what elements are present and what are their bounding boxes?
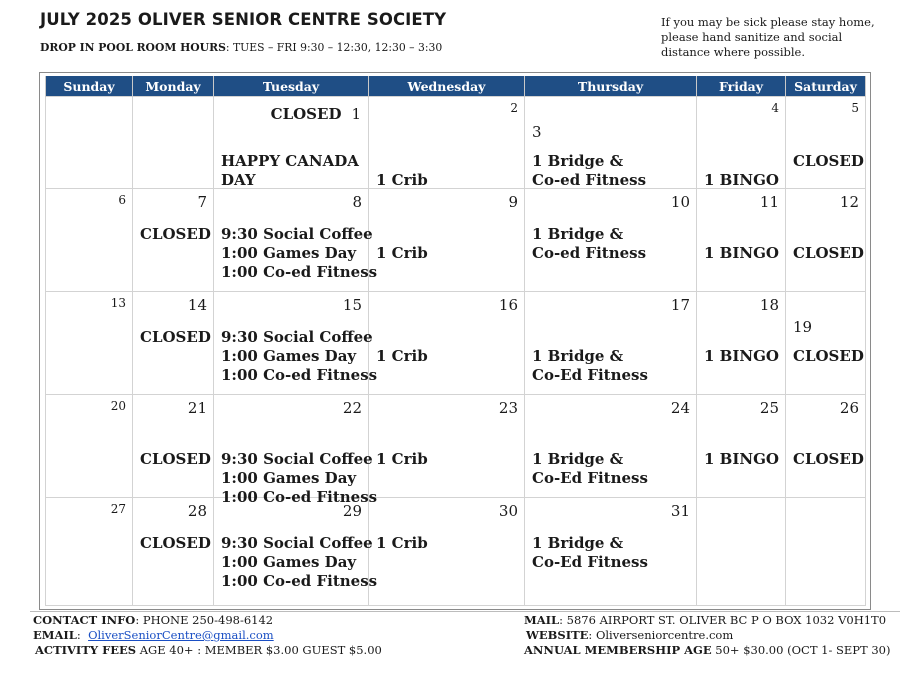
day-cell-tuesday [214, 97, 369, 189]
calendar-week-row [46, 189, 866, 292]
date-number: 26 [839, 399, 859, 417]
day-cell-wednesday [369, 97, 525, 189]
calendar-week-row [46, 292, 866, 395]
event-line: CLOSED [140, 328, 211, 346]
event-line: 1:00 Co-ed Fitness [221, 572, 378, 590]
date-number: 25 [759, 399, 779, 417]
day-cell-friday [697, 189, 786, 292]
weekday-header-thursday: Thursday [525, 76, 697, 97]
event-line: 9:30 Social Coffee [221, 534, 373, 552]
event-line: 1 Crib [376, 450, 428, 468]
date-number: 4 [771, 101, 779, 115]
event-line: 9:30 Social Coffee [221, 328, 373, 346]
day-cell-tuesday [214, 498, 378, 606]
date-number: 30 [498, 502, 518, 520]
contact-label: CONTACT INFO [33, 613, 136, 627]
day-cell-saturday [786, 498, 866, 606]
event-line: 1:00 Co-ed Fitness [221, 488, 378, 506]
event-line: CLOSED [793, 152, 864, 170]
event-line: 1 Crib [376, 171, 428, 189]
membership-value: 50+ $30.00 (OCT 1- SEPT 30) [711, 643, 891, 657]
website-info [526, 628, 733, 643]
event-line: 1 Bridge & [532, 347, 624, 365]
event-line: 1 Bridge & [532, 450, 624, 468]
closed-label: CLOSED [270, 105, 342, 123]
weekday-header-row [46, 76, 866, 97]
calendar-week-row [46, 97, 866, 189]
date-number: 13 [110, 296, 126, 310]
email-separator: : [76, 628, 89, 642]
event-line: HAPPY CANADA [221, 152, 359, 170]
day-cell-sunday [46, 395, 133, 498]
date-number: 9 [508, 193, 518, 211]
event-line: 1:00 Co-ed Fitness [221, 263, 378, 281]
mail-label: MAIL [524, 613, 560, 627]
hours-value: : TUES – FRI 9:30 – 12:30, 12:30 – 3:30 [225, 41, 443, 54]
notice-line: distance where possible. [661, 45, 806, 59]
notice-line: please hand sanitize and social [661, 30, 843, 44]
date-number: 20 [110, 399, 126, 413]
event-line: Co-Ed Fitness [532, 553, 648, 571]
date-number: 10 [670, 193, 690, 211]
event-line: Co-ed Fitness [532, 244, 647, 262]
date-number: 24 [670, 399, 690, 417]
date-number: 23 [498, 399, 518, 417]
event-line: DAY [221, 171, 256, 189]
calendar-week-row [46, 395, 866, 498]
date-number: 11 [759, 193, 779, 211]
notice-line: If you may be sick please stay home, [661, 15, 875, 29]
date-number: 5 [851, 101, 859, 115]
date-number: 15 [342, 296, 362, 314]
event-line: 1 BINGO [704, 450, 779, 468]
website-value: : Oliverseniorcentre.com [588, 628, 734, 642]
date-number: 31 [670, 502, 690, 520]
date-number: 2 [510, 101, 518, 115]
event-line: 1:00 Games Day [221, 244, 357, 262]
day-cell-thursday [525, 498, 697, 606]
event-line: 1 Crib [376, 244, 428, 262]
day-cell-monday [133, 97, 214, 189]
event-line: CLOSED [140, 225, 211, 243]
annual-membership [524, 643, 890, 658]
day-cell-saturday [786, 395, 866, 498]
day-cell-thursday [525, 292, 697, 395]
pool-room-hours [40, 41, 442, 54]
fees-label: ACTIVITY FEES [35, 643, 137, 657]
weekday-header-tuesday: Tuesday [214, 76, 369, 97]
day-cell-thursday [525, 395, 697, 498]
date-number: 21 [187, 399, 207, 417]
event-line: CLOSED [140, 534, 211, 552]
website-label: WEBSITE [526, 628, 589, 642]
membership-label: ANNUAL MEMBERSHIP AGE [524, 643, 712, 657]
date-number: 18 [759, 296, 779, 314]
date-number: 29 [342, 502, 362, 520]
event-line: 9:30 Social Coffee [221, 450, 373, 468]
weekday-header-sunday: Sunday [46, 76, 133, 97]
event-line: 1 Crib [376, 534, 428, 552]
weekday-header-friday: Friday [697, 76, 786, 97]
date-number: 12 [839, 193, 859, 211]
day-cell-tuesday [214, 189, 378, 292]
day-cell-wednesday [369, 292, 525, 395]
date-number: 1 [351, 105, 361, 123]
day-cell-tuesday [214, 292, 378, 395]
activity-fees [35, 643, 382, 658]
calendar-table [45, 76, 866, 606]
event-line: 1:00 Co-ed Fitness [221, 366, 378, 384]
day-cell-monday [133, 395, 214, 498]
event-line: Co-Ed Fitness [532, 366, 648, 384]
event-line: CLOSED [140, 450, 211, 468]
event-line: CLOSED [793, 450, 864, 468]
day-cell-monday [133, 292, 214, 395]
weekday-header-monday: Monday [133, 76, 214, 97]
day-cell-tuesday [214, 395, 378, 506]
day-cell-wednesday [369, 395, 525, 498]
closed-date-label [271, 105, 361, 123]
date-number: 19 [793, 318, 813, 336]
event-line: 1 BINGO [704, 171, 779, 189]
weekday-header-wednesday: Wednesday [369, 76, 525, 97]
date-number: 27 [110, 502, 126, 516]
day-cell-thursday [525, 189, 697, 292]
day-cell-wednesday [369, 498, 525, 606]
date-number: 3 [532, 123, 542, 141]
day-cell-monday [133, 498, 214, 606]
date-number: 14 [187, 296, 207, 314]
calendar-week-row [46, 498, 866, 606]
event-line: Co-Ed Fitness [532, 469, 648, 487]
event-line: 1:00 Games Day [221, 553, 357, 571]
page-title: JULY 2025 OLIVER SENIOR CENTRE SOCIETY [40, 10, 447, 29]
date-number: 7 [197, 193, 207, 211]
date-number: 17 [670, 296, 690, 314]
date-number: 6 [118, 193, 126, 207]
day-cell-saturday [786, 292, 866, 395]
email-info [33, 628, 274, 643]
day-cell-sunday [46, 97, 133, 189]
day-cell-monday [133, 189, 214, 292]
contact-value: : PHONE 250-498-6142 [135, 613, 274, 627]
date-number: 16 [498, 296, 518, 314]
event-line: 1 BINGO [704, 244, 779, 262]
date-number: 28 [187, 502, 207, 520]
weekday-header-saturday: Saturday [786, 76, 866, 97]
date-number: 22 [342, 399, 362, 417]
event-line: 1:00 Games Day [221, 469, 357, 487]
day-cell-thursday [525, 97, 697, 189]
contact-info [33, 613, 273, 628]
email-label: EMAIL [33, 628, 77, 642]
day-cell-wednesday [369, 189, 525, 292]
day-cell-friday [697, 498, 786, 606]
day-cell-saturday [786, 189, 866, 292]
day-cell-saturday [786, 97, 866, 189]
event-line: 1 Bridge & [532, 152, 624, 170]
event-line: CLOSED [793, 244, 864, 262]
event-line: 1 Crib [376, 347, 428, 365]
event-line: 1 Bridge & [532, 225, 624, 243]
footer-divider [30, 611, 900, 612]
day-cell-sunday [46, 498, 133, 606]
mail-value: : 5876 AIRPORT ST. OLIVER BC P O BOX 1032 V0H1T0 [559, 613, 887, 627]
day-cell-friday [697, 97, 786, 189]
event-line: 1:00 Games Day [221, 347, 357, 365]
event-line: 1 Bridge & [532, 534, 624, 552]
day-cell-sunday [46, 189, 133, 292]
email-link[interactable]: OliverSeniorCentre@gmail.com [88, 628, 274, 642]
event-line: 9:30 Social Coffee [221, 225, 373, 243]
hours-label: DROP IN POOL ROOM HOURS [40, 41, 226, 54]
event-line: 1 BINGO [704, 347, 779, 365]
date-number: 8 [352, 193, 362, 211]
day-cell-friday [697, 292, 786, 395]
mail-info [524, 613, 886, 628]
fees-value: AGE 40+ : MEMBER $3.00 GUEST $5.00 [136, 643, 382, 657]
health-notice [661, 15, 881, 60]
day-cell-sunday [46, 292, 133, 395]
day-cell-friday [697, 395, 786, 498]
event-line: CLOSED [793, 347, 864, 365]
event-line: Co-ed Fitness [532, 171, 647, 189]
